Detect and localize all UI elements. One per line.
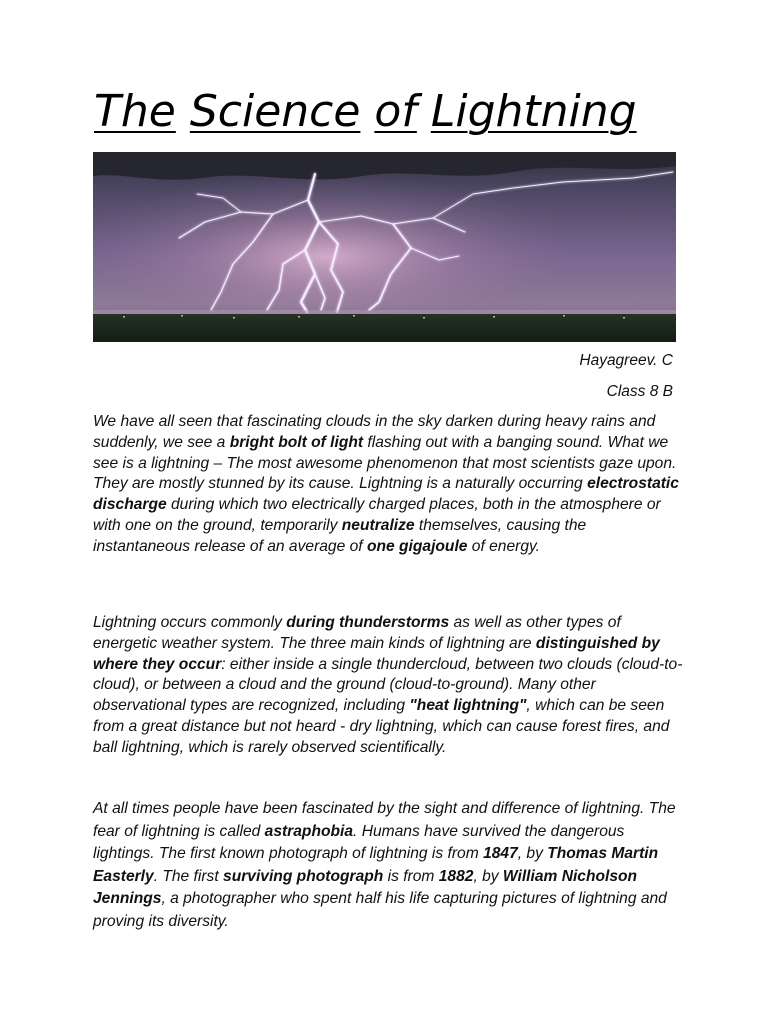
p3-text-3: . The first — [153, 867, 224, 885]
lightning-photo — [93, 152, 676, 342]
p1-bold-3: one gigajoule — [366, 537, 468, 555]
p2-text-1: as well as other types of energetic weather system. The three main kinds of lightning are — [93, 614, 621, 652]
paragraph-3 — [93, 798, 683, 933]
title-word-lightning: Lightning — [430, 86, 637, 137]
p2-bold-0: during thunderstorms — [286, 614, 450, 631]
p3-text-2: , by — [517, 845, 548, 862]
p1-text-2: during which two electrically charged places, both in the atmosphere or with one on the ground, temporarily — [93, 496, 661, 534]
p3-text-5: , by — [473, 867, 503, 885]
paragraph-2 — [93, 613, 683, 759]
p3-bold-0: astraphobia — [264, 822, 354, 840]
p2-bold-1: distinguished by where they occur — [93, 634, 660, 673]
p3-bold-2: Thomas Martin Easterly — [93, 845, 659, 885]
author-class: Class 8 B — [606, 383, 673, 400]
p3-bold-5: William Nicholson Jennings — [93, 867, 638, 907]
p2-text-2: : either inside a single thundercloud, between two clouds (cloud-to-cloud), or between a cloud and the ground (cloud-to-ground). Many other observational types are recognized, including — [93, 655, 683, 715]
p3-bold-4: 1882 — [438, 867, 474, 885]
p3-text-1: . Humans have survived the dangerous lightings. The first known photograph of lightning is from — [93, 822, 625, 862]
p1-bold-0: bright bolt of light — [229, 433, 364, 451]
p2-bold-2: "heat lightning" — [409, 697, 527, 715]
title-word-science: Science — [189, 86, 361, 137]
page-title — [94, 82, 694, 142]
p3-text-6: , a photographer who spent half his life capturing pictures of lightning and proving its diversity. — [93, 890, 667, 930]
p3-text-4: is from — [383, 867, 439, 885]
p2-text-0: Lightning occurs commonly — [93, 614, 287, 631]
title-word-of: of — [374, 86, 417, 137]
p1-bold-2: neutralize — [341, 516, 415, 534]
p1-text-3: themselves, causing the instantaneous release of an average of — [93, 516, 587, 555]
title-word-the: The — [94, 86, 176, 137]
p3-bold-1: 1847 — [483, 845, 518, 862]
p1-text-4: of energy. — [467, 537, 540, 555]
p1-text-1: flashing out with a banging sound. What we see is a lightning – The most awesome phenomenon that most scientists gaze upon. They are mostly stunned by its cause. Lightning is a naturally occurring — [93, 433, 677, 493]
author-name: Hayagreev. C — [579, 352, 673, 369]
p2-text-3: , which can be seen from a great distance but not heard - dry lightning, which can cause forest fires, and ball lightning, which is rarely observed scientifically. — [93, 697, 670, 756]
p3-text-0: At all times people have been fascinated by the sight and difference of lightning. The fear of lightning is called — [93, 800, 676, 840]
paragraph-1 — [93, 412, 683, 558]
p1-bold-1: electrostatic discharge — [93, 475, 679, 514]
p3-bold-3: surviving photograph — [223, 867, 384, 885]
p1-text-0: We have all seen that fascinating clouds in the sky darken during heavy rains and suddenly, we see a — [93, 413, 656, 451]
